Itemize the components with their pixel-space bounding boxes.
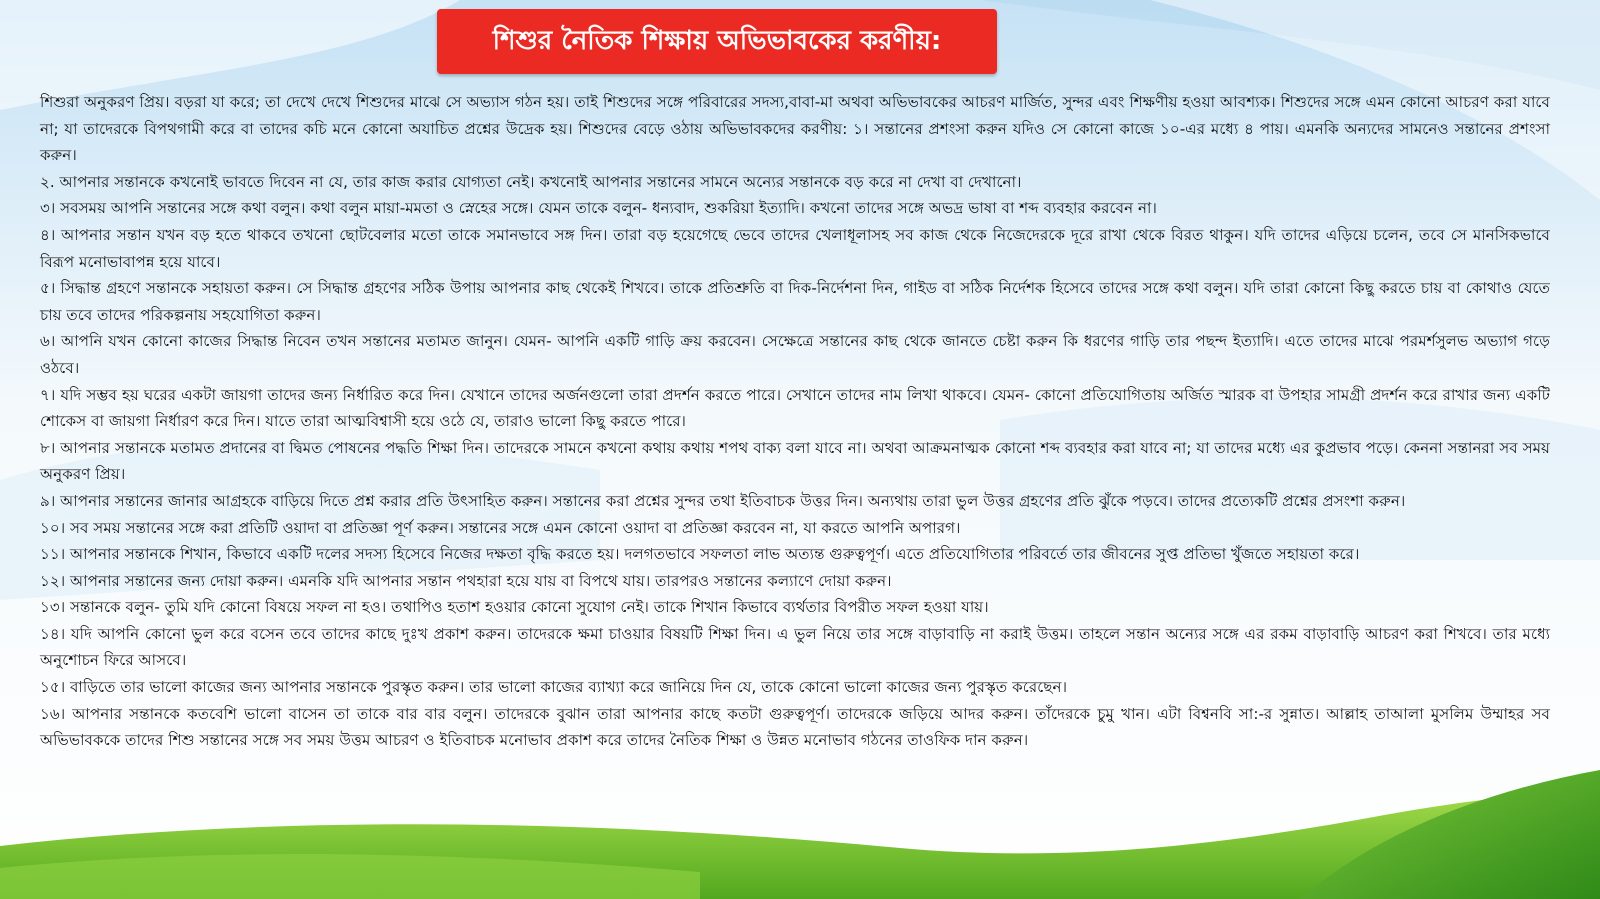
list-item: ১২। আপনার সন্তানের জন্য দোয়া করুন। এমনকি যদি আপনার সন্তান পথহারা হয়ে যায় বা বিপথে যায়। তারপরও সন্তানের কল্যাণে দোয়া করুন। — [40, 571, 892, 590]
list-item: ২. আপনার সন্তানকে কখনোই ভাবতে দিবেন না যে, তার কাজ করার যোগ্যতা নেই। কখনোই আপনার সন্তানের সামনে অন্যের সন্তানকে বড় করে না দেখা বা দেখানো। — [40, 172, 1022, 191]
list-item: ১৫। বাড়িতে তার ভালো কাজের জন্য আপনার সন্তানকে পুরস্কৃত করুন। তার ভালো কাজের ব্যাখ্যা করে জানিয়ে দিন যে, তাকে কোনো ভালো কাজের জন্য পুরস্কৃত করেছেন। — [40, 678, 1068, 697]
list-item: ৪। আপনার সন্তান যখন বড় হতে থাকবে তখনো ছোটবেলার মতো তাকে সমানভাবে সঙ্গ দিন। তারা বড় হয়েগেছে ভেবে তাদের খেলাধূলাসহ সব কাজ থেকে নিজেদেরকে দূরে রাখা থেকে বিরত থাকুন। যদি তাদের এড়িয়ে চলেন, তবে সে মানসিকভাবে বিরূপ মনোভাবাপন্ন হয়ে যাবে। — [40, 225, 1550, 271]
list-item: ৩। সবসময় আপনি সন্তানের সঙ্গে কথা বলুন। কথা বলুন মায়া-মমতা ও স্নেহের সঙ্গে। যেমন তাকে বলুন- ধন্যবাদ, শুকরিয়া ইত্যাদি। কখনো তাদের সঙ্গে অভদ্র ভাষা বা শব্দ ব্যবহার করবেন না। — [40, 199, 1157, 218]
list-item: ৯। আপনার সন্তানের জানার আগ্রহকে বাড়িয়ে দিতে প্রশ্ন করার প্রতি উৎসাহিত করুন। সন্তানের করা প্রশ্নের সুন্দর তথা ইতিবাচক উত্তর দিন। অন্যথায় তারা ভুল উত্তর গ্রহণের প্রতি ঝুঁকে পড়বে। তাদের প্রত্যেকটি প্রশ্নের প্রসংশা করুন। — [40, 491, 1406, 510]
list-item: ৭। যদি সম্ভব হয় ঘরের একটা জায়গা তাদের জন্য নির্ধারিত করে দিন। যেখানে তাদের অর্জনগুলো তারা প্রদর্শন করতে পারে। সেখানে তাদের নাম লিখা থাকবে। যেমন- কোনো প্রতিযোগিতায় অর্জিত স্মারক বা উপহার সামগ্রী প্রদর্শন করে রাখার জন্য একটি শোকেস বা জায়গা নির্ধারণ করে দিন। যাতে তারা আত্মবিশ্বাসী হয়ে ওঠে যে, তারাও ভালো কিছু করতে পারে। — [40, 385, 1550, 431]
list-item: ৫। সিদ্ধান্ত গ্রহণে সন্তানকে সহায়তা করুন। সে সিদ্ধান্ত গ্রহণের সঠিক উপায় আপনার কাছ থেকেই শিখবে। তাকে প্রতিশ্রুতি বা দিক-নির্দেশনা দিন, গাইড বা সঠিক নির্দেশক হিসেবে তাদের সঙ্গে কথা বলুন। যদি তারা কোনো কিছু করতে চায় বা কোথাও যেতে চায় তবে তাদের পরিকল্পনায় সহযোগিতা করুন। — [40, 279, 1550, 324]
list-item: ৬। আপনি যখন কোনো কাজের সিদ্ধান্ত নিবেন তখন সন্তানের মতামত জানুন। যেমন- আপনি একটি গাড়ি ক্রয় করবেন। সেক্ষেত্রে সন্তানের কাছ থেকে জানতে চেষ্টা করুন কি ধরণের গাড়ি তার পছন্দ ইত্যাদি। এতে তাদের মাঝে পরমর্শসুলভ অভ্যাগ গড়ে ওঠবে। — [40, 332, 1550, 377]
list-item: ১৪। যদি আপনি কোনো ভুল করে বসেন তবে তাদের কাছে দুঃখ প্রকাশ করুন। তাদেরকে ক্ষমা চাওয়ার বিষয়টি শিক্ষা দিন। এ ভুল নিয়ে তার সঙ্গে বাড়াবাড়ি না করাই উত্তম। তাহলে সন্তান অন্যের সঙ্গে এর রকম বাড়াবাড়ি আচরণ করা শিখবে। তার মধ্যে অনুশোচন ফিরে আসবে। — [40, 624, 1550, 670]
list-item: ১১। আপনার সন্তানকে শিখান, কিভাবে একটি দলের সদস্য হিসেবে নিজের দক্ষতা বৃদ্ধি করতে হয়। দলগতভাবে সফলতা লাভ অত্যন্ত গুরুত্বপূর্ণ। এতে প্রতিযোগিতার পরিবর্তে তার জীবনের সুপ্ত প্রতিভা খুঁজতে সহায়তা করে। — [40, 545, 1360, 564]
list-item: ১৩। সন্তানকে বলুন- তুমি যদি কোনো বিষয়ে সফল না হও। তথাপিও হতাশ হওয়ার কোনো সুযোগ নেই। তাকে শিখান কিভাবে ব্যর্থতার বিপরীত সফল হওয়া যায়। — [40, 598, 989, 617]
intro-paragraph: শিশুরা অনুকরণ প্রিয়। বড়রা যা করে; তা দেখে দেখে শিশুদের মাঝে সে অভ্যাস গঠন হয়। তাই শিশুদের সঙ্গে পরিবারের সদস্য,বাবা-মা অথবা অভিভাবকের আচরণ মার্জিত, সুন্দর এবং শিক্ষণীয় হওয়া আবশ্যক। শিশুদের সঙ্গে এমন কোনো আচরণ করা যাবে না; যা তাদেরকে বিপথগামী করে বা তাদের কচি মনে কোনো অযাচিত প্রশ্নের উদ্রেক হয়। শিশুদের বেড়ে ওঠায় অভিভাবকদের করণীয়: ১। সন্তানের প্রশংসা করুন যদিও সে কোনো কাজে ১০-এর মধ্যে ৪ পায়। এমনকি অন্যদের সামনেও সন্তানের প্রশংসা করুন। — [40, 93, 1550, 165]
title-banner — [437, 9, 997, 74]
list-item: ৮। আপনার সন্তানকে মতামত প্রদানের বা দ্বিমত পোষনের পদ্ধতি শিক্ষা দিন। তাদেরকে সামনে কখনো কথায় কথায় শপথ বাক্য বলা যাবে না। অথবা আক্রমনাত্মক কোনো শব্দ ব্যবহার করা যাবে না; যা তাদের মধ্যে এর কুপ্রভাব পড়ে। কেননা সন্তানরা সব সময় অনুকরণ প্রিয়। — [40, 438, 1550, 484]
list-item: ১০। সব সময় সন্তানের সঙ্গে করা প্রতিটি ওয়াদা বা প্রতিজ্ঞা পূর্ণ করুন। সন্তানের সঙ্গে এমন কোনো ওয়াদা বা প্রতিজ্ঞা করবেন না, যা করতে আপনি অপারগ। — [40, 518, 961, 537]
list-item: ১৬। আপনার সন্তানকে কতবেশি ভালো বাসেন তা তাকে বার বার বলুন। তাদেরকে বুঝান তারা আপনার কাছে কতটা গুরুত্বপূর্ণ। তাদেরকে জড়িয়ে আদর করুন। তাঁদেরকে চুমু খান। এটা বিশ্বনবি সা:-র সুন্নাত। আল্লাহ তাআলা মুসলিম উম্মাহর সব অভিভাবককে তাদের শিশু সন্তানের সঙ্গে সব সময় উত্তম আচরণ ও ইতিবাচক মনোভাব প্রকাশ করে তাদের নৈতিক শিক্ষা ও উন্নত মনোভাব গঠনের তাওফিক দান করুন। — [40, 704, 1550, 750]
article-body — [40, 89, 1550, 754]
page-title: শিশুর নৈতিক শিক্ষায় অভিভাবকের করণীয়: — [492, 25, 942, 56]
